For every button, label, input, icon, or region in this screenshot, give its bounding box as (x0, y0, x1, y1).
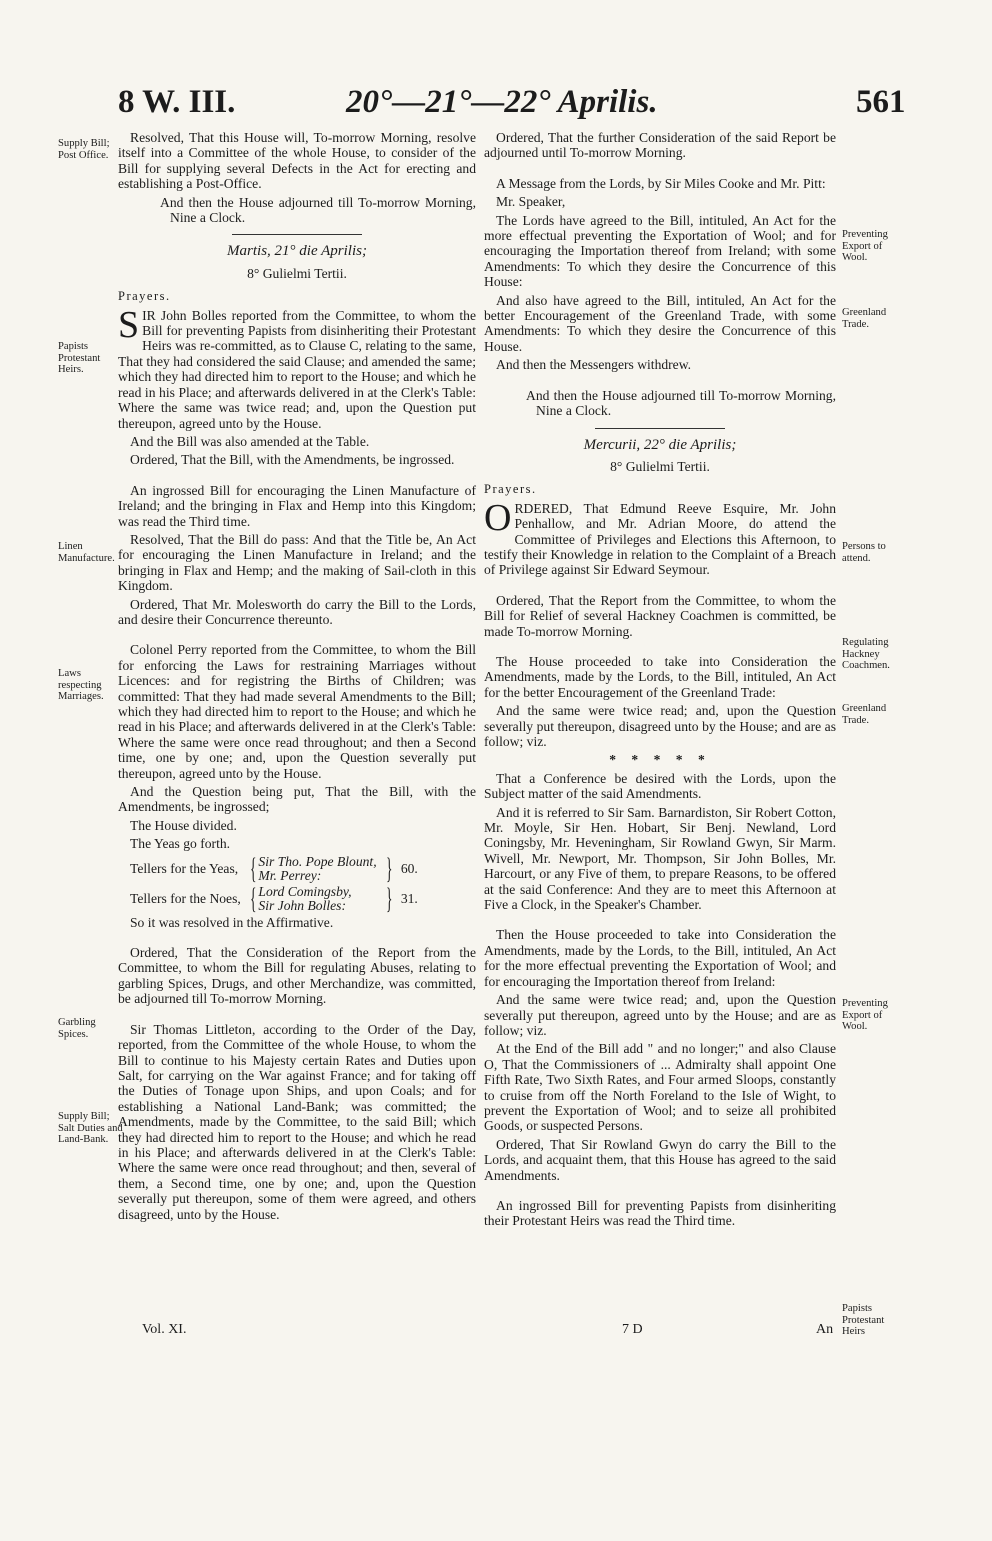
paragraph: The Yeas go forth. (130, 836, 231, 852)
tellers-yeas: Tellers for the Yeas, { Sir Tho. Pope Blount, Mr. Perrey: } 60. (130, 851, 418, 885)
day-heading: Mercurii, 22° die Aprilis; (583, 436, 737, 453)
paragraph: Resolved, That the Bill do pass: And that the Title be, An Act for encouraging the Linen Manufacture in Ireland; and the bringing in Flax and Hemp; and the making of Sail-cloth in this Kingdom. (118, 531, 476, 594)
prayers-heading: Prayers. (484, 482, 537, 497)
paragraph: And also have agreed to the Bill, intituled, An Act for the better Encouragement of the Greenland Trade, with some Amendments: To which they desire the Concurrence of this House. (484, 292, 836, 354)
left-column (118, 130, 476, 1225)
margin-note: Papists Protestant Heirs. (58, 341, 101, 376)
section-divider (595, 428, 725, 429)
margin-note: Greenland Trade. (842, 307, 887, 330)
paragraph: And the Question being put, That the Bill, with the Amendments, be ingrossed; (118, 784, 476, 815)
paragraph: And the Bill was also amended at the Table. (130, 433, 370, 449)
margin-note: Persons to attend. (842, 541, 886, 564)
drop-cap: S (118, 303, 140, 346)
omission-stars: * * * * * (609, 752, 711, 768)
margin-note: Supply Bill; Salt Duties and Land-Bank. (58, 1111, 123, 1146)
regnal-year: 8° Gulielmi Tertii. (247, 265, 347, 281)
paragraph: Mr. Speaker, (496, 194, 566, 210)
margin-note: Greenland Trade. (842, 703, 887, 726)
paragraph: Sir Thomas Littleton, according to the Order of the Day, reported, from the Committee of the whole House, to whom the Bill to continue to his Majesty certain Rates and Duties upon Salt, for carrying on the War against France; and for taking off the Duties of Tonage upon Ships, and upon Coals; and for establishing a National Land-Bank; was committed; the Amendments, made by the Committee, to the said Bill; which they had directed him to report to the House; and which he read in his Place; and afterwards delivered in at the Clerk's Table: Where the same were once read throughout; and then, several of them, a Second time, one by one; and, upon the Question severally put thereupon, some of them were agreed, and others disagreed, unto by the House. (118, 1021, 476, 1222)
paragraph: Ordered, That Mr. Molesworth do carry the Bill to the Lords, and desire their Concurrence thereunto. (118, 596, 476, 627)
yeas-count: 60. (400, 860, 418, 876)
paragraph: Resolved, That this House will, To-morrow Morning, resolve itself into a Committee of the whole House, to consider of the Bill for supplying several Defects in the Act for erecting and establishing a Post-Office. (118, 130, 476, 192)
paragraph: The Lords have agreed to the Bill, intituled, An Act for the more effectual preventing the Exportation of Wool; and for encouraging the Importation thereof from Ireland; with some Amendments: To which they desire the Concurrence of this House: (484, 212, 836, 290)
paragraph: The House proceeded to take into Consideration the Amendments, made by the Lords, to the Bill, intituled, An Act for the better Encouragement of the Greenland Trade: (484, 653, 836, 700)
margin-note: Regulating Hackney Coachmen. (842, 637, 890, 672)
right-column (484, 130, 836, 1232)
paragraph: And then the Messengers withdrew. (496, 357, 692, 373)
signature-mark: 7 D (622, 1322, 643, 1337)
paragraph: And then the House adjourned till To-morrow Morning, Nine a Clock. (160, 194, 476, 226)
paragraph: A Message from the Lords, by Sir Miles Cooke and Mr. Pitt: (496, 175, 826, 191)
paragraph: An ingrossed Bill for preventing Papists from disinheriting their Protestant Heirs was read the Third time. (484, 1197, 836, 1229)
paragraph: That a Conference be desired with the Lords, upon the Subject matter of the said Amendments. (484, 770, 836, 802)
paragraph: And it is referred to Sir Sam. Barnardiston, Sir Robert Cotton, Mr. Moyle, Sir Hen. Hobart, Sir Benj. Newland, Lord Coningsby, Mr. Heveningham, Sir Rowland Gwyn, Sir Marm. Wivell, Mr. Newport, Mr. Thompson, Sir John Bolles, Mr. Harcourt, or any Five of them, to prepare Reasons, to be offered at the said Conference: And they are to meet this Afternoon at Five a Clock, in the Speaker's Chamber. (484, 804, 836, 913)
margin-note: Supply Bill; Post Office. (58, 138, 110, 161)
paragraph: And the same were twice read; and, upon the Question severally put thereupon, disagreed unto by the House; and are as follow; viz. (484, 703, 836, 749)
margin-note: Papists Protestant Heirs (842, 1303, 885, 1338)
paragraph: SIR John Bolles reported from the Committee, to whom the Bill for preventing Papists from disinheriting their Protestant Heirs was re-committed, as to Clause C, relating to the same, That they had considered the said Clause; and amended the same; which they had directed him to report to the House; and which he read in his Place; and afterwards delivered in at the Clerk's Table: Where the same was twice read; and, upon the Question put thereupon, agreed unto by the House. (118, 303, 476, 431)
paragraph: Then the House proceeded to take into Consideration the Amendments, made by the Lords, to the Bill, intituled, An Act for the more effectual preventing the Exportation of Wool; and for encouraging the Importation thereof from Ireland: (484, 927, 836, 989)
section-divider (232, 234, 362, 235)
page-number: 561 (856, 84, 906, 120)
paragraph: So it was resolved in the Affirmative. (130, 914, 334, 930)
catchword: An (816, 1322, 834, 1337)
paragraph: Ordered, That Sir Rowland Gwyn do carry the Bill to the Lords, and acquaint them, that this House has agreed to the said Amendments. (484, 1136, 836, 1183)
paragraph: And then the House adjourned till To-morrow Morning, Nine a Clock. (526, 387, 836, 419)
paragraph: Ordered, That the Consideration of the Report from the Committee, to whom the Bill for regulating Abuses, relating to garbling Spices, Drugs, and other Merchandize, was committed, be adjourned till To-morrow Morning. (118, 945, 476, 1007)
paragraph: At the End of the Bill add " and no longer;" and also Clause O, That the Commissioners of ... Admiralty shall appoint One Fifth Rate, Two Sixth Rates, and Four armed Sloops, constantly to cruise from off the North Foreland to the Isle of Wight, to prevent the Exportation of Wool; and to seize all prohibited Goods, or suspected Persons. (484, 1041, 836, 1134)
tellers-noes: Tellers for the Noes, { Lord Comingsby, Sir John Bolles: } 31. (130, 881, 418, 915)
paragraph: Ordered, That the Bill, with the Amendments, be ingrossed. (130, 452, 455, 468)
page-header-left: 8 W. III. (118, 84, 236, 120)
paragraph: Ordered, That the further Consideration of the said Report be adjourned until To-morrow Morning. (484, 130, 836, 161)
paragraph: Colonel Perry reported from the Committee, to whom the Bill for enforcing the Laws for restraining Marriages without Licences: and for registring the Births of Children; was committed: That they had made several Amendments to the Bill; which they had directed him to report to the House; and which he read in his Place; and afterwards delivered in at the Clerk's Table: Where the same were once read throughout; and then a Second time, one by one; and, upon the Question severally put thereupon, agreed unto by the House. (118, 642, 476, 781)
prayers-heading: Prayers. (118, 289, 171, 304)
day-heading: Martis, 21° die Aprilis; (227, 243, 367, 260)
margin-note: Preventing Export of Wool. (842, 998, 888, 1033)
paragraph: Ordered, That the Report from the Committee, to whom the Bill for Relief of several Hackney Coachmen is committed, be made To-morrow Morning. (484, 592, 836, 639)
volume-label: Vol. XI. (142, 1322, 187, 1337)
margin-note: Laws respecting Marriages. (58, 668, 104, 703)
margin-note: Garbling Spices. (58, 1017, 96, 1040)
margin-note: Linen Manufacture. (58, 541, 115, 564)
drop-cap: O (484, 496, 512, 539)
paragraph: The House divided. (130, 817, 237, 833)
noes-count: 31. (400, 890, 418, 906)
paragraph: And the same were twice read; and, upon the Question severally put thereupon, agreed unto by the House; and are as follow; viz. (484, 992, 836, 1038)
regnal-year: 8° Gulielmi Tertii. (610, 458, 710, 474)
paragraph: An ingrossed Bill for encouraging the Linen Manufacture of Ireland; and the bringing in Flax and Hemp into this Kingdom; was read the Third time. (118, 482, 476, 529)
margin-note: Preventing Export of Wool. (842, 229, 888, 264)
paragraph: ORDERED, That Edmund Reeve Esquire, Mr. John Penhallow, and Mr. Adrian Moore, do attend the Committee of Privileges and Elections this Afternoon, to testify their Knowledge in relation to the Complaint of a Breach of Privilege against Sir Edward Seymour. (484, 496, 836, 578)
page-header-dates: 20°—21°—22° Aprilis. (346, 84, 658, 120)
